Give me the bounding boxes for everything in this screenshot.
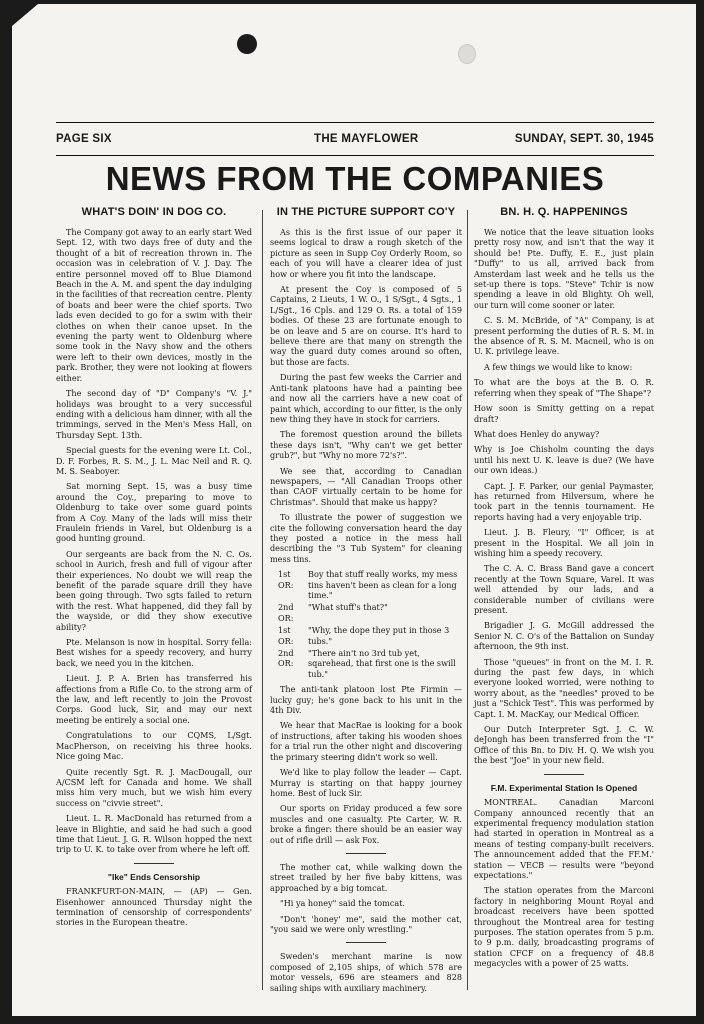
article-paragraph: We hear that MacRae is looking for a book of instructions, after taking his wooden shoes for a trial run the other night and discovering the primary steering didn't work so well. <box>270 720 462 762</box>
dialogue-line <box>278 648 462 679</box>
column-rule <box>262 210 263 990</box>
article-paragraph: Lieut. L. R. MacDonald has returned from a leave in Blightie, and said he had such a good time that Lieut. J. G. R. Wilson hopped the next trip to U. K. to take over from where he left off. <box>56 813 252 855</box>
speech: Boy that stuff really works, my mess tins haven't been as clean for a long time." <box>308 569 458 600</box>
article-paragraph: Sweden's merchant marine is now composed of 2,105 ships, of which 578 are motor vessels, 696 are steamers and 828 sailing ships with auxiliary machinery. <box>270 951 462 993</box>
speech: "There ain't no 3rd tub yet, sqarehead, that first one is the swill tub." <box>308 648 456 679</box>
divider <box>346 853 386 854</box>
article-paragraph: During the past few weeks the Carrier and Anti-tank platoons have had a painting bee and now all the carriers have a new coat of paint which, according to our fitter, is the only new thing they have in stock for carriers. <box>270 372 462 424</box>
article-paragraph: MONTREAL. Canadian Marconi Company announced recently that an experimental frequency modulation station had started in operation in Montreal as a means of testing company-built receivers. The announcement added that the FF.M.' station — VECB — results were "beyond expectations." <box>474 797 654 880</box>
column-rule <box>467 210 468 990</box>
article-paragraph: Our Dutch Interpreter Sgt. J. C. W. deJongh has been transferred from the "I" Office of this Bn. to Div. H. Q. We wish you the best "Joe" in your new field. <box>474 724 654 766</box>
divider <box>544 774 584 775</box>
article-paragraph: We notice that the leave situation looks pretty rosy now, and isn't that the way it should be! Pte. Duffy, E. E., just plain "Duffy" to us all, arrived back from Amsterdam last week and he tells us the set-up there is tops. "Steve" Tchir is now spending a leave in old Blighty. Oh well, our turn will come sooner or later. <box>474 227 654 310</box>
page-number: PAGE SIX <box>56 133 112 145</box>
column-dog-company <box>56 206 252 933</box>
article-paragraph: The second day of "D" Company's "V. J." holidays was brought to a very successful ending with a delicious ham dinner, with all the trimmings, served in the Men's Mess Hall, on Thursday Sept. 13th. <box>56 388 252 440</box>
article-paragraph: "Hi ya honey" said the tomcat. <box>280 898 406 909</box>
article-paragraph: Lieut. J. B. Fleury, "I" Officer, is at present in the Hospital. We all join in wishing him a speedy recovery. <box>474 527 654 558</box>
article-paragraph: We'd like to play follow the leader — Capt. Murray is starting on that happy journey home. Best of luck Sir. <box>270 767 462 798</box>
speaker: 2nd OR: <box>278 602 294 623</box>
dialogue-line <box>278 569 462 600</box>
article-paragraph: The mother cat, while walking down the street trailed by her five baby kittens, was approached by a big tomcat. <box>270 861 462 893</box>
article-paragraph: At present the Coy is composed of 5 Captains, 2 Lieuts, 1 W. O., 1 S/Sgt., 4 Sgts., 1 L/Sgt., 16 Cpls. and 129 O. Rs. a total of 159 bodies. Of these 23 are fortunate enough to be on leave and 5 are on course. It's hard to believe there are that many on strength the way the guard duty comes around so often, but those are facts. <box>270 284 462 367</box>
article-paragraph: C. S. M. McBride, of "A" Company, is at present performing the duties of R. S. M. in the absence of R. S. M. Macneil, who is on U. K. privilege leave. <box>474 315 654 357</box>
punch-hole-right <box>458 44 476 64</box>
column-support-company <box>270 206 462 998</box>
article-paragraph: The station operates from the Marconi factory in neighboring Mount Royal and broadcast receivers have been spotted throughout the Montreal area for testing purposes. The station operates from 5 p.m. to 9 p.m. daily, broadcasting programs of station CFCF on a frequency of 48.8 megacycles with a power of 25 watts. <box>474 885 654 969</box>
sub-heading: F.M. Experimental Station Is Opened <box>490 782 638 793</box>
page-headline: NEWS FROM THE COMPANIES <box>105 160 605 197</box>
article-paragraph: Those "queues" in front on the M. I. R. during the past few days, in which everyone looked worried, were nothing to worry about, as the "needles" proved to be just a "Schick Test". This was performed by Capt. I. M. MacKay, our Medical Officer. <box>474 656 654 719</box>
speaker: 1st OR: <box>278 625 294 646</box>
article-paragraph: Our sergeants are back from the N. C. Os. school in Aurich, fresh and full of vigour after their experiences. No doubt we will reap the benefit of the parade square drill they have been going through. Two sgts failed to return with the rest. What happened, did they fall by the wayside, or did they show executive ability? <box>56 548 252 632</box>
article-paragraph: Congratulations to our CQMS, L/Sgt. MacPherson, on receiving his three hooks. Nice going Mac. <box>56 730 252 762</box>
dialogue-line <box>278 625 462 646</box>
punch-hole-left <box>237 34 257 54</box>
speaker: 1st OR: <box>278 569 294 590</box>
page-header <box>56 122 654 156</box>
sub-heading: "Ike" Ends Censorship <box>107 871 201 882</box>
question-item: What does Henley do anyway? <box>474 428 600 439</box>
article-paragraph: The Company got away to an early start Wed Sept. 12, with two days free of duty and the thought of a bit of recreation thrown in. The occasion was in celebration of V. J. Day. The entire personnel moved off to Blue Diamond Beach in the A. M. and spent the day indulging in the facilities of that recreation centre. Plenty of boats and beer were the chief sports. Two lads even decided to go for a swim with their clothes on when their canoe upset. In the evening the party went to Oldenburg where some took in the Navy show and the others were left to their own devices, mostly in the park. Brother, they were not looking at flowers either. <box>56 227 252 383</box>
article-paragraph: Our sports on Friday produced a few sore muscles and one casualty. Pte Carter, W. R. broke a finger: there should be an easier way out of rifle drill — ask Fox. <box>270 803 462 845</box>
issue-date: SUNDAY, SEPT. 30, 1945 <box>514 133 654 145</box>
article-paragraph: The C. A. C. Brass Band gave a concert recently at the Town Square, Varel. It was well attended by our lads, and a considerable number of civilians were present. <box>474 563 654 615</box>
speech: "What stuff's that?" <box>308 602 388 613</box>
article-paragraph: A few things we would like to know: <box>484 361 633 372</box>
column-heading: IN THE PICTURE SUPPORT CO'Y <box>276 206 456 218</box>
article-paragraph: Lieut. J. P. A. Brien has transferred his affections from a Rifle Co. to the strong arm of the law, and left recently to join the Provost Corps. Good luck, Sir, and may our next meeting be entirely a social one. <box>56 673 252 725</box>
article-paragraph: Pte. Melanson is now in hospital. Sorry fella: Best wishes for a speedy recovery, and hurry back, we need you in the kitchen. <box>56 637 252 668</box>
article-paragraph: "Don't 'honey' me", said the mother cat, "you said we were only wrestling." <box>270 913 462 934</box>
article-paragraph: The anti-tank platoon lost Pte Firmin — lucky guy; he's gone back to his unit in the 4th Div. <box>270 684 462 716</box>
divider <box>346 942 386 943</box>
article-paragraph: As this is the first issue of our paper it seems logical to draw a rough sketch of the picture as seen in Supp Coy Orderly Room, so each of you will have a clearer idea of just how or where you fit into the landscape. <box>270 227 462 279</box>
paper-name: THE MAYFLOWER <box>314 133 419 145</box>
article-paragraph: Special guests for the evening were Lt. Col., D. F. Forbes, R. S. M., J. L. Mac Neil and R. Q. M. S. Seaboyer. <box>56 445 252 476</box>
speaker: 2nd OR: <box>278 648 294 669</box>
divider <box>134 863 174 864</box>
article-paragraph: Capt. J. F. Parker, our genial Paymaster, has returned from Hilversum, where he took part in the tennis tournament. He reports having had a very enjoyable trip. <box>474 480 654 522</box>
article-paragraph: Sat morning Sept. 15, was a busy time around the Coy., preparing to move to Oldenburg to take over some guard points from A Coy. Many of the lads will miss their Fraulein friends in Varel, but Oldenburg is a good hunting ground. <box>56 481 252 544</box>
speech: "Why, the dope they put in those 3 tubs." <box>308 625 450 646</box>
article-paragraph: FRANKFURT-ON-MAIN, — (AP) — Gen. Eisenhower announced Thursday night the termination of censorship of correspondents' stories in the European theatre. <box>56 886 252 928</box>
question-item: How soon is Smitty getting on a repat draft? <box>474 403 654 424</box>
dialogue-line <box>278 602 462 623</box>
article-paragraph: Quite recently Sgt. R. J. MacDougall, our A/CSM left for Canada and home. We shall miss him very much, but we wish him every success on "civvie street". <box>56 766 252 808</box>
column-bn-hq <box>474 206 654 974</box>
article-paragraph: Brigadier J. G. McGill addressed the Senior N. C. O's of the Battalion on Sunday afternoon, the 9th inst. <box>474 620 654 652</box>
question-item: To what are the boys at the B. O. R. referring when they speak of "The Shape"? <box>474 377 654 398</box>
article-paragraph: The foremost question around the billets these days isn't, "Why can't we get better grub?", but "Why no more 72's?". <box>270 429 462 461</box>
column-heading: BN. H. Q. HAPPENINGS <box>500 206 628 218</box>
column-heading: WHAT'S DOIN' IN DOG CO. <box>81 206 227 218</box>
article-paragraph: We see that, according to Canadian newspapers, — "All Canadian Troops other than CAOF virtually certain to be home for Christmas". Should that make us happy? <box>270 465 462 507</box>
question-item: Why is Joe Chisholm counting the days until his next U. K. leave is due? (We have our own ideas.) <box>474 444 654 476</box>
article-paragraph: To illustrate the power of suggestion we cite the following conversation heard the day they posted a notice in the mess hall describing the "3 Tub System" for cleaning mess tins. <box>270 512 462 564</box>
